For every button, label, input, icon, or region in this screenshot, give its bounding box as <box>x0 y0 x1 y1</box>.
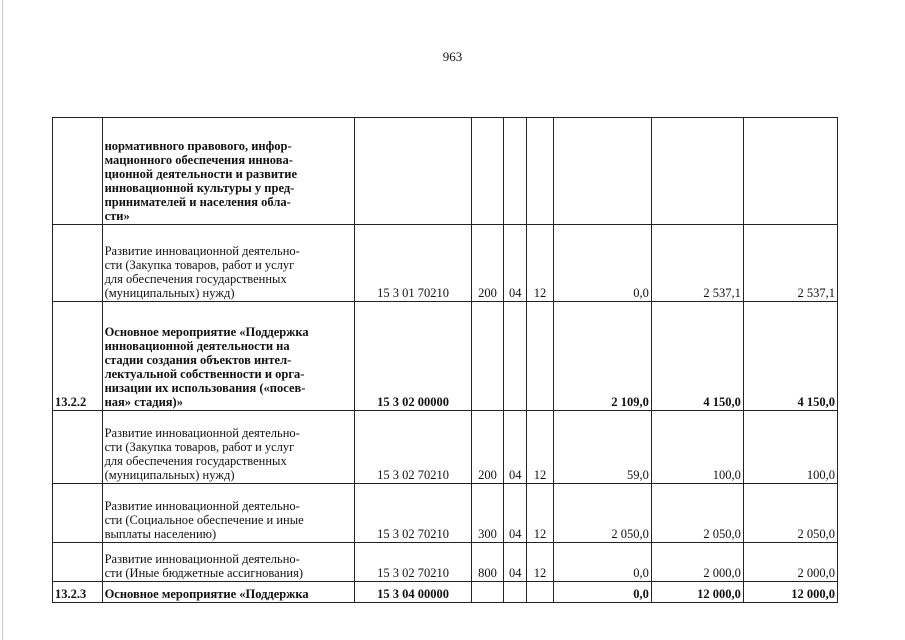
row-value-3: 12 000,0 <box>743 582 837 603</box>
row-name-line: (муниципальных) нужд) <box>104 468 235 482</box>
row-number: 13.2.3 <box>53 582 103 603</box>
table-row <box>53 225 838 302</box>
row-target-code: 15 3 04 00000 <box>355 582 471 603</box>
row-name-line: ная» стадия)» <box>104 395 183 409</box>
row-number <box>53 411 103 484</box>
row-target-code: 15 3 01 70210 <box>355 225 471 302</box>
row-value-3: 2 537,1 <box>743 225 837 302</box>
row-subsection: 12 <box>527 484 553 543</box>
table-row <box>53 302 838 411</box>
row-value-2: 2 000,0 <box>651 543 743 582</box>
row-name-line: инновационной деятельности на <box>104 339 290 353</box>
row-value-2: 4 150,0 <box>651 302 743 411</box>
row-name <box>102 411 355 484</box>
row-name-line: сти» <box>104 209 130 223</box>
row-target-code: 15 3 02 00000 <box>355 302 471 411</box>
budget-table-body <box>53 118 838 603</box>
row-value-3: 2 000,0 <box>743 543 837 582</box>
row-section: 04 <box>504 411 527 484</box>
budget-table <box>52 117 838 603</box>
row-number <box>53 484 103 543</box>
row-name-line: стадии создания объектов интел- <box>104 353 292 367</box>
row-section <box>504 582 527 603</box>
row-name-line: мационного обеспечения иннова- <box>104 153 293 167</box>
row-value-3: 4 150,0 <box>743 302 837 411</box>
row-expense-type: 200 <box>471 411 503 484</box>
row-subsection: 12 <box>527 543 553 582</box>
row-name-line: Основное мероприятие «Поддержка <box>104 587 309 601</box>
row-target-code: 15 3 02 70210 <box>355 484 471 543</box>
row-value-3 <box>743 118 837 225</box>
row-name-line: сти (Закупка товаров, работ и услуг <box>104 258 295 272</box>
row-section: 04 <box>504 484 527 543</box>
row-name-line: сти (Социальное обеспечение и иные <box>104 513 304 527</box>
row-number <box>53 543 103 582</box>
table-row <box>53 582 838 603</box>
row-name-line: выплаты населению) <box>104 527 217 541</box>
row-value-3: 2 050,0 <box>743 484 837 543</box>
row-name-line: сти (Иные бюджетные ассигнования) <box>104 566 303 580</box>
row-number <box>53 118 103 225</box>
row-number: 13.2.2 <box>53 302 103 411</box>
row-name <box>102 118 355 225</box>
row-value-1 <box>553 118 651 225</box>
row-name <box>102 543 355 582</box>
row-name <box>102 484 355 543</box>
row-value-2: 100,0 <box>651 411 743 484</box>
row-name-line: лектуальной собственности и орга- <box>104 367 305 381</box>
row-section: 04 <box>504 543 527 582</box>
row-value-2 <box>651 118 743 225</box>
row-name-line: Развитие инновационной деятельно- <box>104 244 300 258</box>
row-name-line: Развитие инновационной деятельно- <box>104 499 300 513</box>
row-value-1: 0,0 <box>553 543 651 582</box>
table-row <box>53 118 838 225</box>
row-subsection <box>527 118 553 225</box>
row-value-2: 2 537,1 <box>651 225 743 302</box>
row-value-1: 0,0 <box>553 225 651 302</box>
row-section <box>504 302 527 411</box>
row-name-line: для обеспечения государственных <box>104 272 287 286</box>
row-value-1: 0,0 <box>553 582 651 603</box>
row-expense-type <box>471 582 503 603</box>
row-subsection <box>527 302 553 411</box>
row-number <box>53 225 103 302</box>
row-value-2: 2 050,0 <box>651 484 743 543</box>
row-name <box>102 302 355 411</box>
row-section: 04 <box>504 225 527 302</box>
row-target-code <box>355 118 471 225</box>
row-value-1: 2 109,0 <box>553 302 651 411</box>
row-value-2: 12 000,0 <box>651 582 743 603</box>
row-expense-type: 300 <box>471 484 503 543</box>
row-expense-type <box>471 302 503 411</box>
row-subsection <box>527 582 553 603</box>
row-value-3: 100,0 <box>743 411 837 484</box>
row-name-line: сти (Закупка товаров, работ и услуг <box>104 440 295 454</box>
row-name-line: инновационной культуры у пред- <box>104 181 295 195</box>
row-expense-type: 800 <box>471 543 503 582</box>
row-name-line: Развитие инновационной деятельно- <box>104 552 300 566</box>
scan-left-edge <box>2 0 3 640</box>
row-name-line: низации их использования («посев- <box>104 381 306 395</box>
row-name-line: Основное мероприятие «Поддержка <box>104 325 309 339</box>
row-name <box>102 225 355 302</box>
row-value-1: 2 050,0 <box>553 484 651 543</box>
row-name-line: нормативного правового, инфор- <box>104 139 292 153</box>
row-expense-type <box>471 118 503 225</box>
row-subsection: 12 <box>527 225 553 302</box>
table-row <box>53 411 838 484</box>
row-name-line: (муниципальных) нужд) <box>104 286 235 300</box>
table-row <box>53 543 838 582</box>
row-name <box>102 582 355 603</box>
row-section <box>504 118 527 225</box>
table-row <box>53 484 838 543</box>
row-value-1: 59,0 <box>553 411 651 484</box>
row-expense-type: 200 <box>471 225 503 302</box>
row-name-line: ционной деятельности и развитие <box>104 167 298 181</box>
row-target-code: 15 3 02 70210 <box>355 543 471 582</box>
row-name-line: для обеспечения государственных <box>104 454 287 468</box>
row-subsection: 12 <box>527 411 553 484</box>
row-target-code: 15 3 02 70210 <box>355 411 471 484</box>
page-number: 963 <box>442 49 463 64</box>
row-name-line: Развитие инновационной деятельно- <box>104 426 300 440</box>
row-name-line: принимателей и населения обла- <box>104 195 291 209</box>
